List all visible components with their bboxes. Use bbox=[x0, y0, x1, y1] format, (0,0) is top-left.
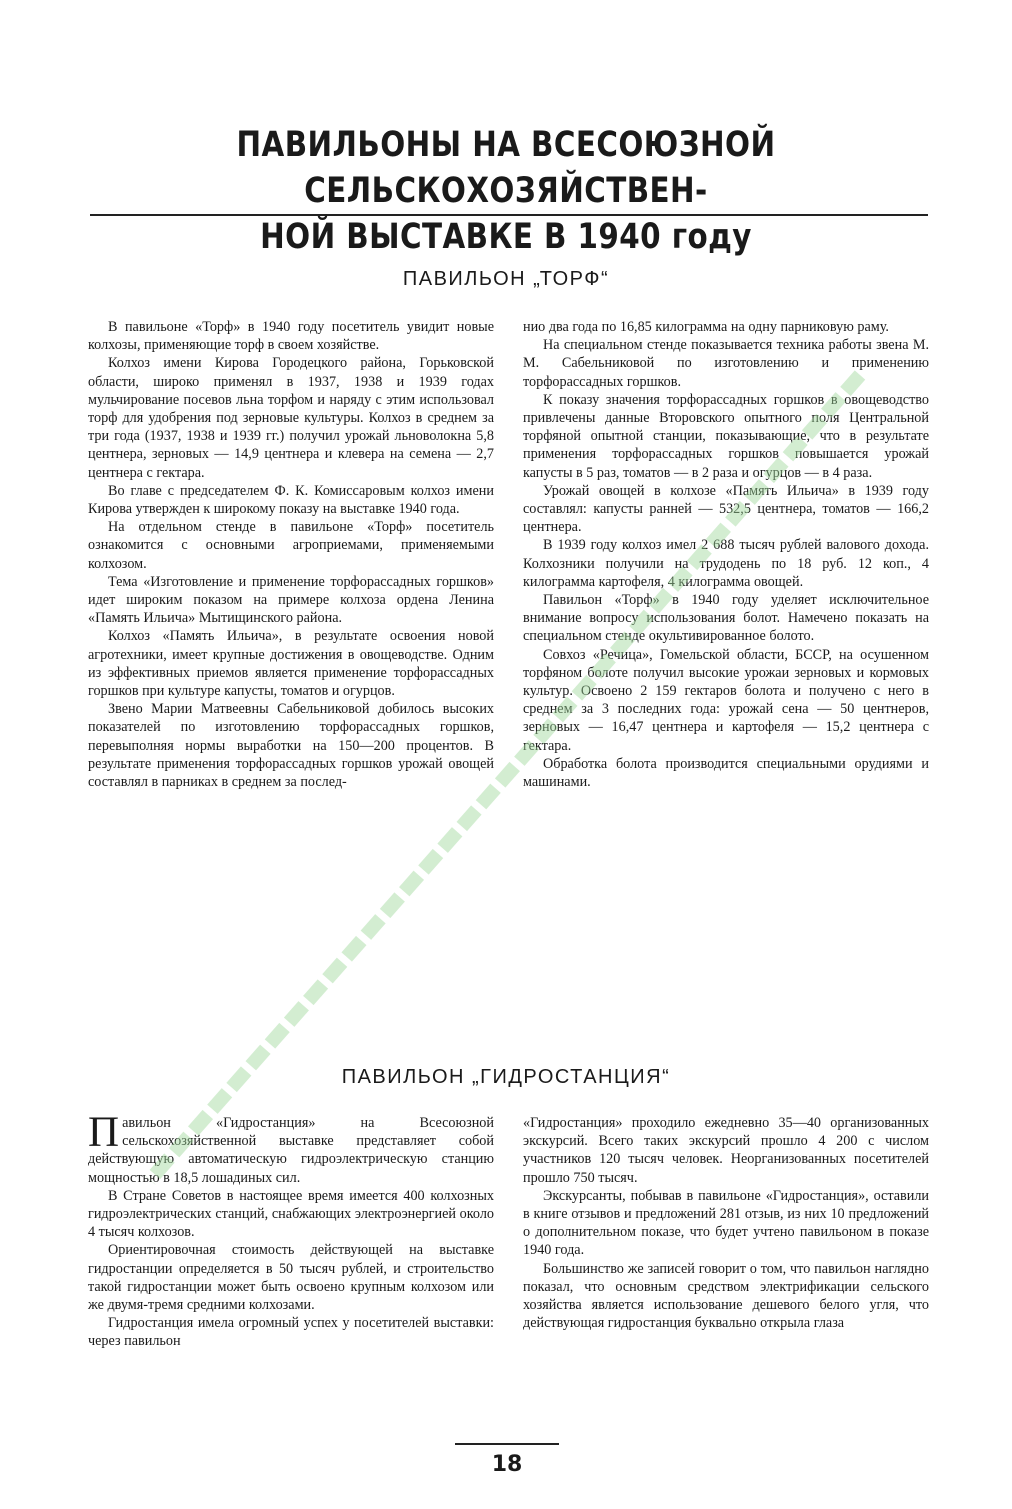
torf-left-column bbox=[88, 318, 494, 791]
paragraph: Павильон «Торф» в 1940 году уделяет исключительное внимание вопросу использования болот. Намечено показать на специальном стенде окультивированное болото. bbox=[523, 592, 929, 645]
paragraph: Экскурсанты, побывав в павильоне «Гидростанция», оставили в книге отзывов и предложений 281 отзыв, из них 10 предложений о дополнительном показе, что будет учтено павильоном в показе 1940 года. bbox=[523, 1187, 929, 1259]
paragraph: Большинство же записей говорит о том, что павильон наглядно показал, что основным средством электрификации сельского хозяйства является использование дешевого белого угля, что действующая гидростанция буквально открыла глаза bbox=[523, 1260, 929, 1332]
paragraph: Урожай овощей в колхозе «Память Ильича» в 1939 году составлял: капусты ранней — 532,5 центнера, томатов — 166,2 центнера. bbox=[523, 482, 929, 536]
paragraph: Колхоз имени Кирова Городецкого района, Горьковской области, широко применял в 1937, 1938 и 1939 годах мульчирование посевов льна торфом и наряду с этим использовал торф для удобрения под зерновые культуры. Колхоз в среднем за три года (1937, 1938 и 1939 гг.) получил урожай льноволокна 5,8 центнера, зерновых — 14,9 центнера и клевера на семена — 2,7 центнера с гектара. bbox=[88, 355, 494, 481]
paragraph: Ориентировочная стоимость действующей на выставке гидростанции определяется в 50 тысяч рублей, и строительство такой гидростанции может быть освоено крупным колхозом или же двумя-тремя средними колхозами. bbox=[88, 1242, 494, 1314]
page-number-rule bbox=[455, 1443, 559, 1445]
drop-cap: П bbox=[88, 1109, 120, 1156]
torf-right-column bbox=[523, 318, 929, 791]
paragraph: Гидростанция имела огромный успех у посетителей выставки: через павильон bbox=[88, 1315, 494, 1350]
gidro-right-column bbox=[523, 1114, 929, 1332]
gidro-left-column bbox=[88, 1109, 494, 1351]
paragraph: На специальном стенде показывается техника работы звена М. М. Сабельниковой по изготовлению и применению торфорассадных горшков. bbox=[523, 337, 929, 390]
page-title bbox=[131, 122, 880, 260]
paragraph: К показу значения торфорассадных горшков в овощеводство привлечены данные Второвского опытного поля Центральной торфяной опытной станции, показывающие, что в результате применения торфорассадных горшков повышается урожай капусты в 5 раз, томатов — в 2 раза и огурцов — в 4 раза. bbox=[523, 391, 929, 481]
paragraph-first-text: авильон «Гидростанция» на Всесоюзной сельскохозяйственной выставке представляет собой действующую автоматическую гидроэлектрическую станцию мощностью в 18,5 лошадиных сил. bbox=[88, 1115, 494, 1186]
paragraph: Совхоз «Речица», Гомельской области, БССР, на осушенном торфяном болоте получил высокие урожаи зерновых и кормовых культур. Освоено 2 159 гектаров болота и получено с него в среднем за 3 последних года: урожай сена — 50 центнеров, зерновых — 16,47 центнера и картофеля — 15,2 центнера с гектара. bbox=[523, 646, 929, 754]
paragraph-continuation: «Гидростанция» проходило ежедневно 35—40 организованных экскурсий. Всего таких экскурсий прошло 4 200 с числом участников 120 тысяч человек. Неорганизованных посетителей прошло 750 тысяч. bbox=[523, 1115, 929, 1186]
section-heading-torf: ПАВИЛЬОН „ТОРФ“ bbox=[402, 268, 610, 290]
paragraph: В павильоне «Торф» в 1940 году посетитель увидит новые колхозы, применяющие торф в своем хозяйстве. bbox=[88, 319, 494, 354]
paragraph: Колхоз «Память Ильича», в результате освоения новой агротехники, имеет крупные достижения в овощеводстве. Одним из эффективных приемов является применение торфорассадных горшков при культуре капусты, томатов и огурцов. bbox=[88, 628, 494, 700]
title-line-1: ПАВИЛЬОНЫ НА ВСЕСОЮЗНОЙ СЕЛЬСКОХОЗЯЙСТВЕН- bbox=[236, 125, 776, 211]
paragraph-first bbox=[88, 1109, 494, 1187]
paragraph: Тема «Изготовление и применение торфорассадных горшков» идет широким показом на примере колхоза ордена Ленина «Память Ильича» Мытищинского района. bbox=[88, 573, 494, 627]
page-number: 18 bbox=[491, 1452, 523, 1477]
paragraph: На отдельном стенде в павильоне «Торф» посетитель ознакомится с основными агроприемами, применяемыми колхозом. bbox=[88, 519, 494, 572]
paragraph: Обработка болота производится специальными орудиями и машинами. bbox=[523, 755, 929, 791]
paragraph-continuation: нио два года по 16,85 килограмма на одну парниковую раму. bbox=[523, 319, 889, 335]
paragraph: В Стране Советов в настоящее время имеется 400 колхозных гидроэлектрических станций, снабжающих электроэнергией около 4 тысяч колхозов. bbox=[88, 1187, 494, 1241]
paragraph: Звено Марии Матвеевны Сабельниковой добилось высоких показателей по изготовлению торфорассадных горшков, перевыполняя нормы выработки на 150—200 процентов. В результате применения торфорассадных горшков урожай овощей составлял в парниках в среднем за послед- bbox=[88, 701, 494, 791]
section-heading-gidro: ПАВИЛЬОН „ГИДРОСТАНЦИЯ“ bbox=[341, 1066, 671, 1088]
paragraph: В 1939 году колхоз имел 2 688 тысяч рублей валового дохода. Колхозники получили на трудодень по 18 руб. 12 коп., 4 килограмма картофеля, 4 килограмма овощей. bbox=[523, 537, 929, 590]
title-rule bbox=[90, 214, 928, 216]
paragraph: Во главе с председателем Ф. К. Комиссаровым колхоз имени Кирова утвержден к широкому показу на выставке 1940 года. bbox=[88, 482, 494, 518]
title-line-2: НОЙ ВЫСТАВКЕ В 1940 году bbox=[260, 217, 752, 257]
